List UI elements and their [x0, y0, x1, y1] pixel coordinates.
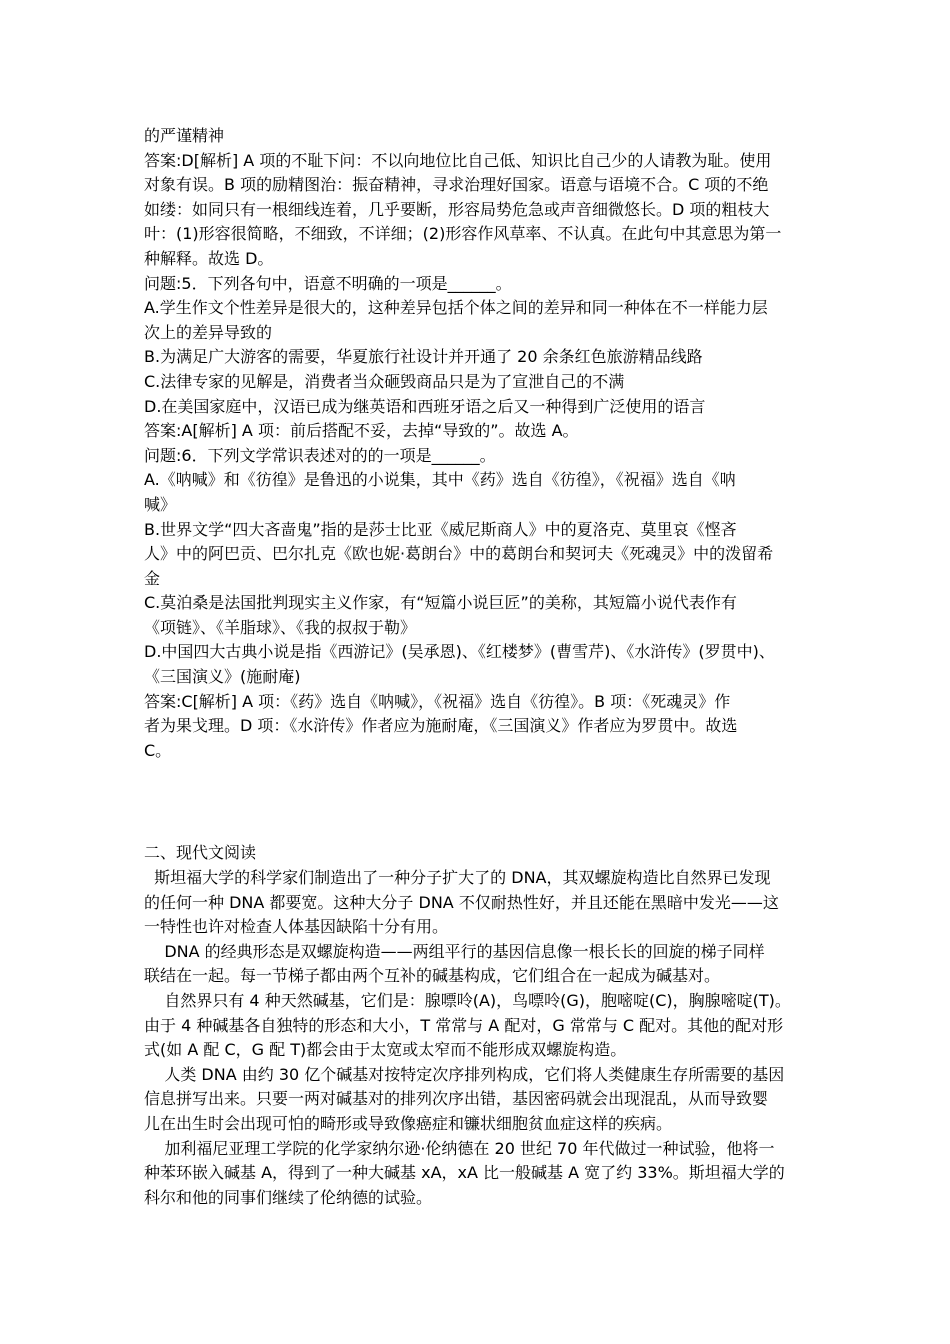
text-line: 者为果戈理。D 项：《水浒传》作者应为施耐庵，《三国演义》作者应为罗贯中。故选: [144, 716, 738, 736]
text-line: 《三国演义》(施耐庵): [144, 667, 301, 687]
section-reading: [144, 841, 812, 1210]
text-line: 加利福尼亚理工学院的化学家纳尔逊·伦纳德在 20 世纪 70 年代做过一种试验，他将一: [144, 1138, 775, 1158]
text-line: DNA 的经典形态是双螺旋构造——两组平行的基因信息像一根长长的回旋的梯子同样: [144, 941, 765, 961]
text-line: 答案:D[解析] A 项的不耻下问：不以向地位比自己低、知识比自己少的人请教为耻。使用: [144, 150, 772, 170]
text-line: 喊》: [144, 494, 177, 514]
text-line: C。: [144, 740, 172, 760]
text-line: 种解释。故选 D。: [144, 248, 274, 268]
text-line: 信息拼写出来。只要一两对碱基对的排列次序出错，基因密码就会出现混乱，从而导致婴: [144, 1089, 769, 1109]
text-line: D.在美国家庭中，汉语已成为继英语和西班牙语之后又一种得到广泛使用的语言: [144, 396, 706, 416]
text-line: 答案:A[解析] A 项：前后搭配不妥，去掉“导致的”。故选 A。: [144, 421, 579, 441]
text-line: 金: [144, 568, 161, 588]
page-content: [144, 124, 812, 1210]
text-line: 二、现代文阅读: [144, 843, 257, 863]
section-gap: [144, 763, 812, 841]
text-line: 答案:C[解析] A 项：《药》选自《呐喊》，《祝福》选自《彷徨》。B 项：《死魂灵》作: [144, 691, 731, 711]
text-line: B.为满足广大游客的需要，华夏旅行社设计并开通了 20 余条红色旅游精品线路: [144, 347, 703, 367]
text-line: D.中国四大古典小说是指《西游记》(吴承恩)、《红楼梦》(曹雪芹)、《水浒传》(罗贯中)、: [144, 642, 775, 662]
text-line: 自然界只有 4 种天然碱基，它们是：腺嘌呤(A)，鸟嘌呤(G)，胞嘧啶(C)，胸腺嘧啶(T)。: [144, 991, 791, 1010]
section-answers: [144, 124, 812, 763]
text-line: 《项链》、《羊脂球》、《我的叔叔于勒》: [144, 617, 417, 637]
text-line: 由于 4 种碱基各自独特的形态和大小，T 常常与 A 配对，G 常常与 C 配对。其他的配对形: [144, 1015, 784, 1035]
text-line: 次上的差异导致的: [144, 322, 273, 342]
text-line: 儿在出生时会出现可怕的畸形或导致像癌症和镰状细胞贫血症这样的疾病。: [144, 1113, 673, 1133]
text-line: 种苯环嵌入碱基 A，得到了一种大碱基 xA，xA 比一般碱基 A 宽了约 33%。斯坦福大学的: [144, 1163, 785, 1183]
text-line: 问题:5．下列各句中，语意不明确的一项是______。: [144, 273, 512, 293]
text-line: 联结在一起。每一节梯子都由两个互补的碱基构成，它们组合在一起成为碱基对。: [144, 966, 721, 986]
text-line: 的任何一种 DNA 都要宽。这种大分子 DNA 不仅耐热性好，并且还能在黑暗中发光——这: [144, 892, 779, 912]
text-line: 科尔和他的同事们继续了伦纳德的试验。: [144, 1187, 433, 1207]
text-line: 斯坦福大学的科学家们制造出了一种分子扩大了的 DNA，其双螺旋构造比自然界已发现: [144, 868, 771, 888]
text-line: 人》中的阿巴贡、巴尔扎克《欧也妮·葛朗台》中的葛朗台和契诃夫《死魂灵》中的泼留希: [144, 544, 774, 564]
text-line: C.法律专家的见解是，消费者当众砸毁商品只是为了宣泄自己的不满: [144, 371, 625, 391]
text-line: B.世界文学“四大吝啬鬼”指的是莎士比亚《威尼斯商人》中的夏洛克、莫里哀《悭吝: [144, 519, 737, 539]
text-line: A.《呐喊》和《彷徨》是鲁迅的小说集，其中《药》选自《彷徨》，《祝福》选自《呐: [144, 470, 736, 490]
text-line: 一特性也许对检查人体基因缺陷十分有用。: [144, 917, 449, 937]
text-line: 式(如 A 配 C，G 配 T)都会由于太宽或太窄而不能形成双螺旋构造。: [144, 1040, 627, 1060]
text-line: 对象有误。B 项的励精图治：振奋精神，寻求治理好国家。语意与语境不合。C 项的不绝: [144, 175, 769, 195]
text-line: 叶：(1)形容很简略，不细致，不详细；(2)形容作风草率、不认真。在此句中其意思为第一: [144, 224, 782, 244]
text-line: 问题:6．下列文学常识表述对的的一项是______。: [144, 445, 496, 465]
text-line: 人类 DNA 由约 30 亿个碱基对按特定次序排列构成，它们将人类健康生存所需要的基因: [144, 1064, 785, 1084]
text-line: 的严谨精神: [144, 126, 225, 145]
text-line: 如缕：如同只有一根细线连着，几乎要断，形容局势危急或声音细微悠长。D 项的粗枝大: [144, 199, 770, 219]
text-line: C.莫泊桑是法国批判现实主义作家，有“短篇小说巨匠”的美称，其短篇小说代表作有: [144, 593, 737, 613]
text-line: A.学生作文个性差异是很大的，这种差异包括个体之间的差异和同一种体在不一样能力层: [144, 298, 768, 318]
